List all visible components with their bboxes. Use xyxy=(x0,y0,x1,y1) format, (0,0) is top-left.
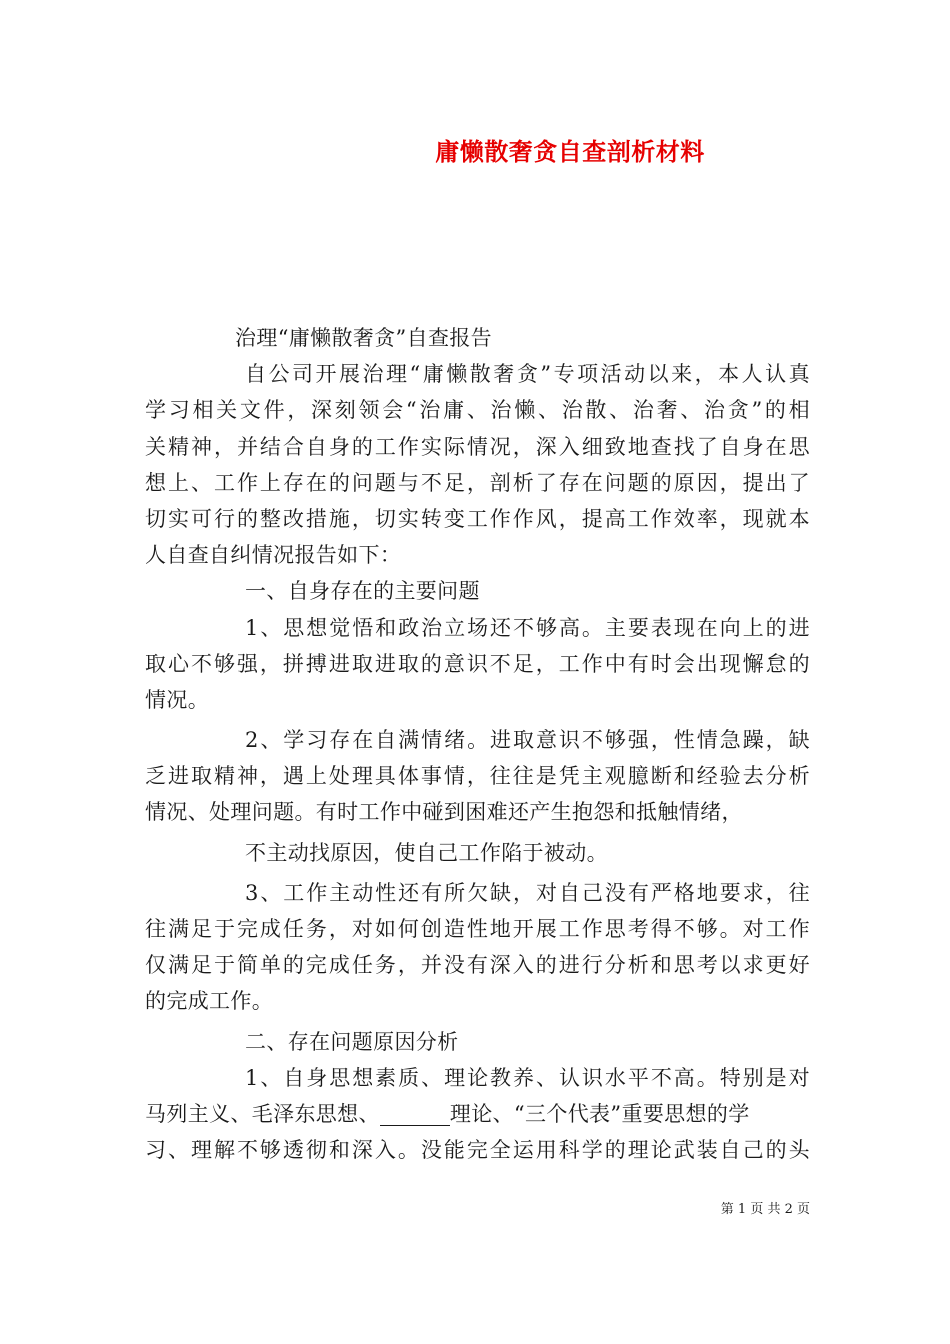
item-2-line: 情况、处理问题。有时工作中碰到困难还产生抱怨和抵触情绪， xyxy=(145,800,743,825)
item-4-text-a: 马列主义、毛泽东思想、 xyxy=(145,1101,380,1126)
item-1-line: 取心不够强，拼搏进取进取的意识不足，工作中有时会出现懈怠的 xyxy=(145,651,810,676)
item-1-line: 1、思想觉悟和政治立场还不够高。主要表现在向上的进 xyxy=(245,615,810,640)
intro-line: 想上、工作上存在的问题与不足，剖析了存在问题的原因，提出了 xyxy=(145,470,810,495)
item-3-line: 3、工作主动性还有所欠缺，对自己没有严格地要求，往 xyxy=(245,880,810,905)
fill-in-blank xyxy=(380,1105,450,1126)
item-2-line: 乏进取精神，遇上处理具体事情，往往是凭主观臆断和经验去分析 xyxy=(145,764,810,789)
intro-line: 自公司开展治理“庸懒散奢贪”专项活动以来，本人认真 xyxy=(245,362,810,387)
intro-line: 人自查自纠情况报告如下： xyxy=(145,543,402,568)
intro-line: 关精神，并结合自身的工作实际情况，深入细致地查找了自身在思 xyxy=(145,434,810,459)
intro-line: 切实可行的整改措施，切实转变工作作风，提高工作效率，现就本 xyxy=(145,506,810,531)
item-3-line: 的完成工作。 xyxy=(145,989,274,1014)
page-footer: 第 1 页 共 2 页 xyxy=(720,1202,810,1217)
item-4-text-b: 理论、“三个代表”重要思想的学 xyxy=(449,1101,750,1126)
item-1-line: 情况。 xyxy=(145,687,210,712)
item-4-line: 习、理解不够透彻和深入。没能完全运用科学的理论武装自己的头 xyxy=(145,1138,810,1163)
document-body xyxy=(145,320,810,1168)
item-3-line: 往满足于完成任务，对如何创造性地开展工作思考得不够。对工作 xyxy=(145,917,810,941)
item-2-line: 2、学习存在自满情绪。进取意识不够强，性情急躁，缺 xyxy=(245,728,810,753)
report-heading: 治理“庸懒散奢贪”自查报告 xyxy=(235,326,493,350)
item-2-continuation: 不主动找原因，使自己工作陷于被动。 xyxy=(245,840,608,865)
section-heading-causes: 二、存在问题原因分析 xyxy=(245,1029,459,1054)
section-heading-problems: 一、自身存在的主要问题 xyxy=(245,579,480,604)
intro-line: 学习相关文件，深刻领会“治庸、治懒、治散、治奢、治贪”的相 xyxy=(145,398,810,423)
document-title: 庸懒散奢贪自查剖析材料 xyxy=(435,137,705,166)
item-4-line xyxy=(145,1096,810,1132)
item-3-line: 仅满足于简单的完成任务，并没有深入的进行分析和思考以求更好 xyxy=(145,953,810,978)
item-4-line: 1、自身思想素质、理论教养、认识水平不高。特别是对 xyxy=(245,1065,810,1090)
